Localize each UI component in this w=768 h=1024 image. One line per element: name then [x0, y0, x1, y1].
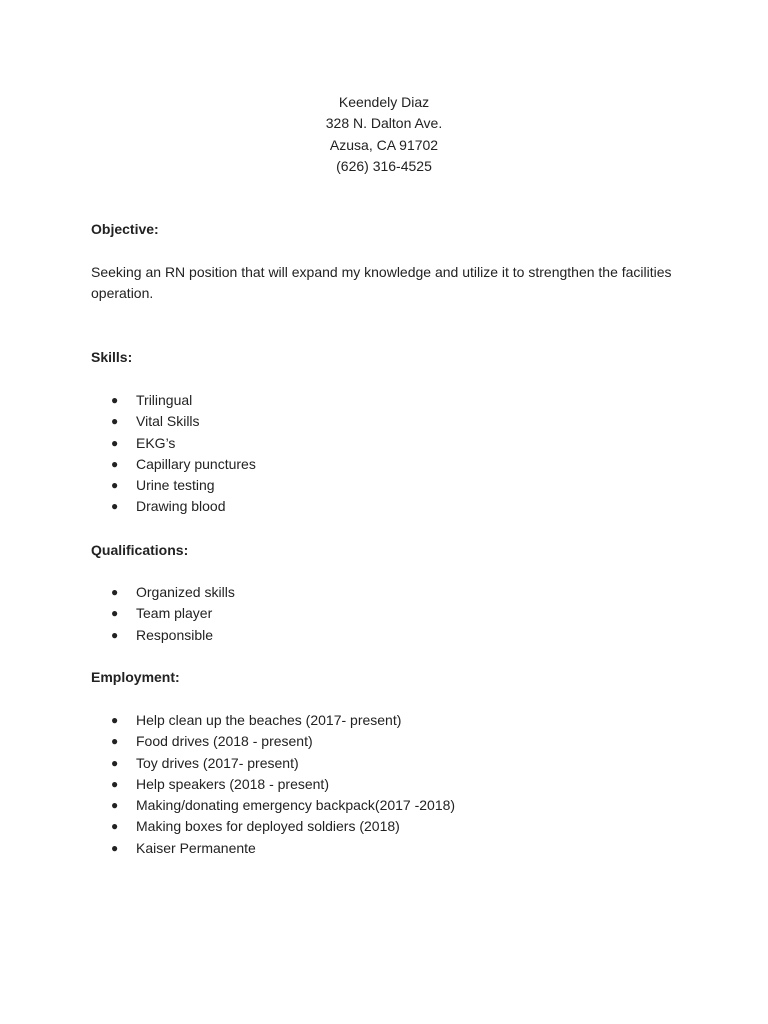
bullet-icon: ●: [111, 776, 119, 791]
employment-list-item: ● Help speakers (2018 - present): [91, 774, 455, 795]
bullet-icon: ●: [111, 798, 119, 813]
bullet-icon: ●: [111, 414, 119, 429]
bullet-icon: ●: [111, 819, 119, 834]
bullet-icon: ●: [111, 499, 119, 514]
contact-city: Azusa, CA 91702: [329, 136, 439, 153]
contact-address: 328 N. Dalton Ave.: [325, 115, 443, 132]
qualifications-list-item: ● Team player: [91, 603, 235, 624]
bullet-icon: ●: [111, 585, 119, 599]
employment-heading: Employment:: [91, 669, 180, 685]
bullet-icon: ●: [111, 456, 119, 471]
employment-list-item: ● Making boxes for deployed soldiers (2018): [91, 816, 455, 837]
qualifications-list-item: ● Responsible: [91, 625, 235, 646]
bullet-icon: ●: [111, 755, 119, 770]
bullet-icon: ●: [111, 393, 119, 407]
qualifications-list-item: ● Organized skills: [91, 582, 235, 603]
skills-list-item: ● Capillary punctures: [91, 454, 256, 475]
skills-heading: Skills:: [91, 349, 133, 365]
employment-list-item: ● Food drives (2018 - present): [91, 731, 455, 752]
skills-list: [91, 390, 256, 518]
employment-list: [91, 710, 455, 859]
bullet-icon: ●: [111, 606, 119, 621]
contact-name: Keendely Diaz: [338, 94, 430, 110]
contact-header: [0, 92, 768, 177]
objective-heading: Objective:: [91, 221, 159, 237]
bullet-icon: ●: [111, 435, 119, 450]
employment-list-item: ● Making/donating emergency backpack(2017 -2018): [91, 795, 455, 816]
skills-list-item: ● Urine testing: [91, 475, 256, 496]
employment-list-item: ● Toy drives (2017- present): [91, 753, 455, 774]
contact-phone: (626) 316-4525: [336, 157, 432, 174]
skills-list-item: ● Vital Skills: [91, 411, 256, 432]
bullet-icon: ●: [111, 627, 119, 642]
qualifications-heading: Qualifications:: [91, 542, 189, 558]
bullet-icon: ●: [111, 478, 119, 493]
skills-list-item: ● Trilingual: [91, 390, 256, 411]
qualifications-list: [91, 582, 235, 646]
skills-list-item: ● Drawing blood: [91, 496, 256, 517]
employment-list-item: ● Help clean up the beaches (2017- present): [91, 710, 455, 731]
bullet-icon: ●: [111, 840, 119, 855]
bullet-icon: ●: [111, 713, 119, 727]
objective-text: Seeking an RN position that will expand my knowledge and utilize it to strengthen the facilities operation.: [91, 264, 672, 302]
employment-list-item: ● Kaiser Permanente: [91, 838, 455, 859]
bullet-icon: ●: [111, 734, 119, 749]
skills-list-item: ● EKG’s: [91, 433, 256, 454]
